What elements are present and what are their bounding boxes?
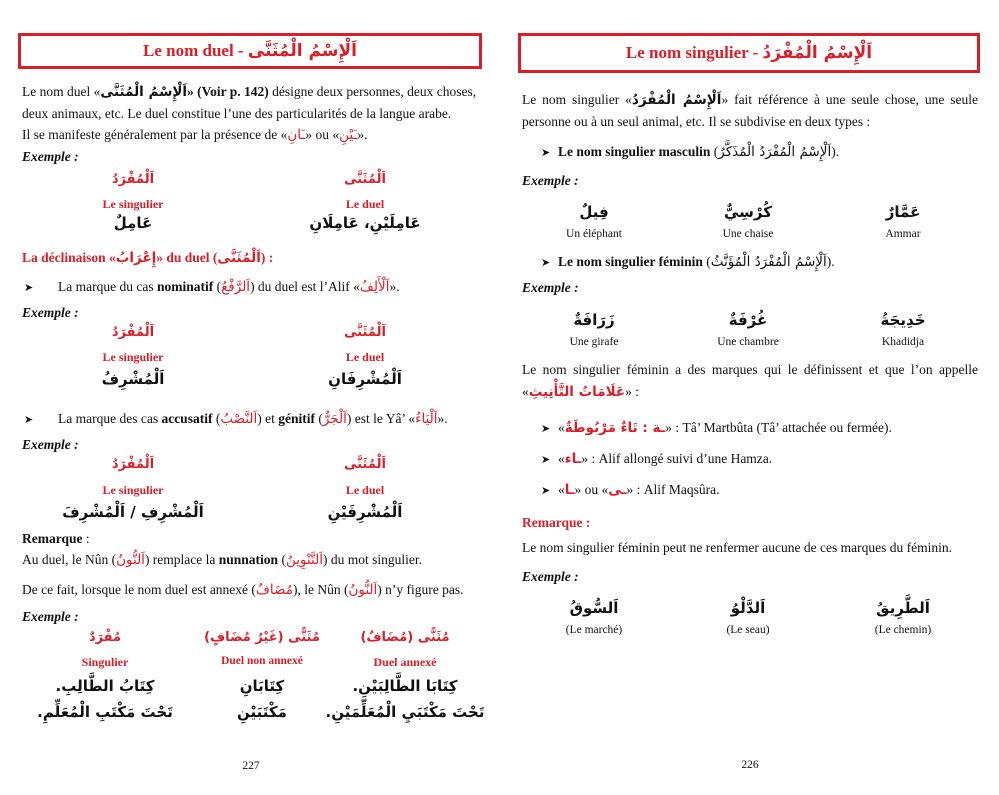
bullet-feminin [558,254,835,270]
text: » fait référence à une seule chose, une seule [721,92,978,107]
duel-word: عَامِلَيْنِ، عَامِلَانِ [309,214,421,232]
singular-heading-fr: Le singulier [102,197,164,211]
text: ( [314,411,323,426]
marks-intro-line-2 [522,384,639,400]
title-french: Le nom duel - [143,41,244,60]
text: désigne deux personnes, deux choses, [268,84,477,99]
text: ( [278,552,286,567]
singular-word: اَلْمُشْرِفِ / اَلْمُشْرِفَ [62,503,204,521]
example-translation: Ammar [885,228,921,240]
col-singular-fr: Singulier [81,655,129,669]
page-number: 226 [741,759,759,771]
exemple-label: Exemple : [522,280,579,295]
text: ». [357,127,368,142]
example-word: غُرْفَةٌ [728,311,768,329]
arrow-bullet-icon: ➤ [24,414,34,426]
example-translation: Une chaise [722,228,774,240]
exemple-label: Exemple : [522,173,579,188]
text: « [558,451,565,466]
text: ) est le Yâ’ « [346,411,416,426]
singular-word: عَامِلٌ [113,214,153,232]
col-duel-non-annexe-fr: Duel non annexé [221,655,303,667]
arrow-bullet-icon: ➤ [541,257,551,269]
text: « [558,482,565,497]
title-french: Le nom singulier - [625,43,759,62]
text: Le nom singulier « [522,92,632,107]
arabic-term: اَلنُّونُ [348,582,378,598]
duel-heading-ar: اَلْمُثَنَّى [344,172,386,187]
text: » : Tâ’ Martbûta (Tâ’ attachée ou fermée). [665,420,892,435]
arabic-term: اَلْجَرُّ [322,411,347,427]
text: Au duel, le Nûn ( [22,552,117,567]
example-translation: Une girafe [569,336,619,348]
bold-term: accusatif [161,411,213,426]
singular-heading-ar: اَلْمُفْرَدُ [111,325,155,340]
text: Remarque [22,531,83,546]
arabic-term: إِعْرَابُ [115,250,157,266]
arabic-term: اَلنُّونُ [116,552,145,568]
page-number: 227 [242,760,260,772]
duel-heading-fr: Le duel [345,483,385,497]
text: Le nom duel « [22,84,101,99]
page-226 [505,0,999,795]
remarque-heading [22,531,90,547]
text: ) remplace la [144,552,219,567]
text: ). [831,144,840,159]
remarque-text: Le nom singulier féminin peut ne renfermer aucune de ces marques du féminin. [522,540,952,555]
arabic-term: مُضَافٌ [255,582,293,598]
example-translation: Khadidja [881,336,925,348]
singular-word: اَلْمُشْرِفُ [101,370,165,388]
text: La marque des cas [58,411,162,426]
example-translation: (Le seau) [726,624,770,636]
col-singular-ar: مُفْرَدٌ [88,630,122,645]
arrow-bullet-icon: ➤ [541,485,551,497]
example-line: كِتَابَا الطَّالِبَيْنِ. [352,677,458,695]
remarque-line-2 [22,582,464,598]
text: : [82,531,90,546]
col-duel-annexe-ar: مُثَنًّى (مُضَافٌ) [360,630,450,645]
example-word: زَرَافَةٌ [573,311,615,329]
example-translation: (Le chemin) [874,624,932,636]
arabic-term: ـاء [564,451,582,467]
bold-term: nominatif [156,279,214,294]
arabic-term: اَلنَّصْبُ [220,411,258,427]
intro-line-2: deux animaux, etc. Le duel constitue l’une des particularités de la langue arabe. [22,106,452,121]
arrow-bullet-icon: ➤ [541,454,551,466]
page-title [518,33,980,73]
example-word: اَلدَّلْوُ [730,599,766,617]
text: ) n’y figure pas. [377,582,464,597]
arabic-term: اَلْإِسْمُ الْمُفْرَدُ الْمُذَكَّرُ [718,144,832,160]
page-title [18,33,482,69]
singular-heading-fr: Le singulier [102,350,164,364]
bold-term: nunnation [218,552,279,567]
example-line: تَحْتَ مَكْتَبَيِ الْمُعَلِّمَيْنِ. [325,703,485,721]
exemple-label: Exemple : [22,149,79,164]
text: « [558,420,565,435]
duel-heading-ar: اَلْمُثَنَّى [344,325,386,340]
exemple-label: Exemple : [22,437,79,452]
text: La déclinaison « [22,250,116,265]
example-translation: Une chambre [717,336,779,348]
remarque-heading: Remarque : [522,515,591,530]
text: ). [826,254,835,269]
example-translation: (Le marché) [565,624,623,636]
text: Il se manifeste généralement par la présence de « [22,127,288,142]
singular-heading-fr: Le singulier [102,483,164,497]
arabic-term: ـا [564,482,575,498]
example-word: اَلطَّرِيقُ [876,599,930,617]
text: ( [212,411,221,426]
intro-line-3 [22,127,368,143]
col-duel-non-annexe-ar: مُثَنًّى (غَيْرُ مُضَافٍ) [204,630,320,645]
mark-alif-maqsura [558,482,719,498]
text: ) du duel est l’Alif « [250,279,360,294]
exemple-label: Exemple : [22,609,79,624]
text: ( [710,144,719,159]
text: ), le Nûn ( [292,582,349,597]
arabic-term: اَلْإِسْمُ الْمُفْرَدُ الْمُؤَنَّثُ [710,254,827,270]
example-word: عَمَّارٌ [885,203,921,221]
example-word: اَلسُّوقُ [569,599,619,617]
arrow-bullet-icon: ➤ [541,147,551,159]
example-word: خَدِيجَةُ [880,311,926,329]
bullet-accusatif-genitif [58,411,448,427]
intro-line-2: personne ou à un seul animal, etc. Il se subdivise en deux types : [522,114,871,129]
bold-term: génitif [278,411,315,426]
mark-alif-hamza [558,451,772,467]
intro-line-1 [22,84,476,100]
page-reference: » (Voir p. 142) [187,84,269,99]
text: » : Alif allongé suivi d’une Hamza. [581,451,773,466]
marks-intro-line-1: Le nom singulier féminin a des marques qui le définissent et que l’on appelle [522,362,978,377]
exemple-label: Exemple : [522,569,579,584]
text: ». [389,279,400,294]
text: » : Alif Maqsûra. [626,482,720,497]
text: » ou « [305,127,340,142]
duel-heading-fr: Le duel [345,197,385,211]
bullet-masculin [558,144,839,160]
declension-heading [22,250,273,266]
title-arabic: اَلْإِسْمُ الْمُثَنَّى [247,41,357,61]
text: » ou « [574,482,609,497]
arabic-suffix: ـَانِ [287,127,306,143]
text: La marque du cas [58,279,157,294]
example-line: كِتَابَانِ [239,677,285,695]
arabic-term: اَلْإِسْمُ الْمُفْرَدُ [631,92,722,108]
duel-word: اَلْمُشْرِفَيْنِ [327,503,403,521]
arabic-term: ـة : تَاءٌ مَرْبُوطَةٌ [564,420,666,436]
text: ) et [257,411,279,426]
intro-line-1 [522,92,978,108]
text: « [522,384,529,399]
example-line: تَحْتَ مَكْتَبِ الْمُعَلِّمِ. [37,703,173,721]
duel-heading-ar: اَلْمُثَنَّى [344,457,386,472]
singular-heading-ar: اَلْمُفْرَدُ [111,457,155,472]
arabic-term: اَلرَّفْعُ [221,279,251,295]
arabic-term: اَلْإِسْمُ الْمُثَنَّى [100,84,188,100]
arabic-term: اَلْأَلِفُ [359,279,390,295]
mark-ta-marbuta [558,420,892,436]
bold-term: Le nom singulier masculin [558,144,711,159]
arabic-term: اَلْيَاءُ [415,411,438,427]
example-translation: Un éléphant [566,228,622,240]
bold-term: Le nom singulier féminin [558,254,703,269]
example-word: كُرْسِيٌّ [724,203,772,221]
text: » du duel ( [156,250,218,265]
arrow-bullet-icon: ➤ [24,282,34,294]
singular-heading-ar: اَلْمُفْرَدُ [111,172,155,187]
example-word: فِيلٌ [579,203,609,221]
arabic-term: عَلَامَاتُ التَّأْنِيثِ [528,384,626,400]
arabic-term: اَلتَّنْوِينُ [285,552,323,568]
text: » : [625,384,639,399]
example-line: كِتَابُ الطَّالِبِ. [55,677,155,695]
text: ». [437,411,448,426]
bullet-nominatif [58,279,400,295]
arabic-term: اَلْمُثَنَّى [217,250,261,266]
text: ( [702,254,711,269]
title-arabic: اَلْإِسْمُ الْمُفْرَدُ [762,43,873,63]
arabic-suffix: ـَيْنِ [339,127,358,143]
exemple-label: Exemple : [22,305,79,320]
remarque-line-1 [22,552,422,568]
duel-heading-fr: Le duel [345,350,385,364]
arabic-term: ـى [608,482,627,498]
arrow-bullet-icon: ➤ [541,423,551,435]
col-duel-annexe-fr: Duel annexé [373,655,437,669]
text: ( [213,279,222,294]
example-line: مَكْتَبَيْنِ [237,703,287,721]
text: ) du mot singulier. [322,552,422,567]
text: De ce fait, lorsque le nom duel est annexé ( [22,582,256,597]
duel-word: اَلْمُشْرِفَانِ [328,370,402,388]
text: ) : [260,250,274,265]
